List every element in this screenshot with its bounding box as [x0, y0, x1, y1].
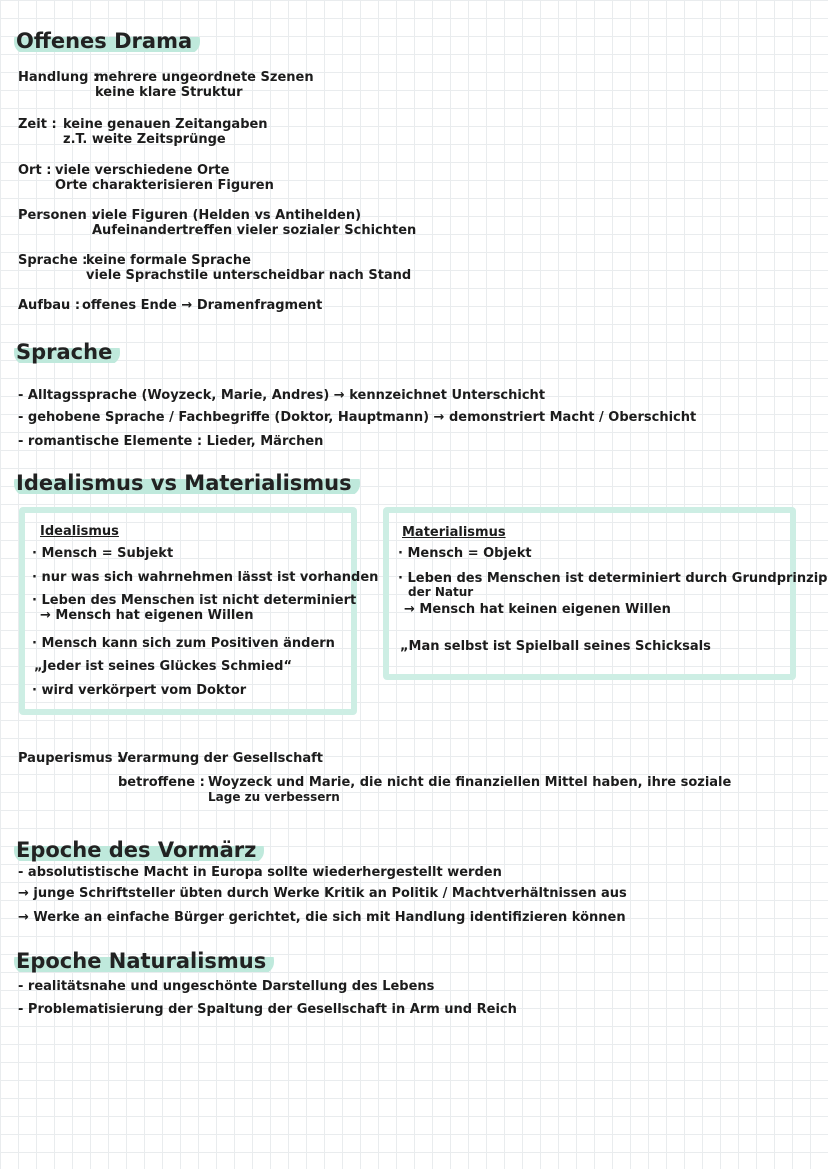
aufbau-line-1: offenes Ende → Dramenfragment: [82, 298, 323, 313]
materialismus-point-2: · Leben des Menschen ist determiniert durch Grundprinzip: [398, 571, 828, 586]
materialismus-point-1: · Mensch = Objekt: [398, 546, 532, 561]
idealismus-point-6: · wird verkörpert vom Doktor: [32, 683, 247, 698]
personen-line-2: Aufeinandertreffen vieler sozialer Schichten: [92, 223, 417, 238]
naturalismus-heading: Epoche Naturalismus: [14, 948, 274, 974]
materialismus-quote: „Man selbst ist Spielball seines Schicksals: [400, 639, 711, 654]
betroffene-label: betroffene :: [118, 775, 205, 790]
zeit-line-2: z.T. weite Zeitsprünge: [63, 132, 226, 147]
handlung-label: Handlung :: [18, 70, 99, 85]
sprache-line-2: viele Sprachstile unterscheidbar nach Stand: [86, 268, 412, 283]
sprache-point-2: - gehobene Sprache / Fachbegriffe (Doktor, Hauptmann) → demonstriert Macht / Oberschicht: [18, 410, 697, 425]
pauperismus-line-1: Verarmung der Gesellschaft: [118, 751, 324, 766]
zeit-label: Zeit :: [18, 117, 57, 132]
pauperismus-label: Pauperismus :: [18, 751, 123, 766]
idealismus-quote: „Jeder ist seines Glückes Schmied“: [34, 659, 292, 674]
aufbau-label: Aufbau :: [18, 298, 81, 313]
sprache-point-1: - Alltagssprache (Woyzeck, Marie, Andres) → kennzeichnet Unterschicht: [18, 388, 546, 403]
pauperismus-line-3: Lage zu verbessern: [208, 790, 340, 804]
idealismus-point-5: · Mensch kann sich zum Positiven ändern: [32, 636, 335, 651]
naturalismus-point-1: - realitätsnahe und ungeschönte Darstellung des Lebens: [18, 979, 435, 994]
materialismus-point-3: → Mensch hat keinen eigenen Willen: [404, 602, 671, 617]
vormaerz-point-3: → Werke an einfache Bürger gerichtet, die sich mit Handlung identifizieren können: [18, 910, 626, 925]
idealismus-point-3: · Leben des Menschen ist nicht determiniert: [32, 593, 357, 608]
materialismus-box-heading: Materialismus: [402, 525, 506, 540]
ort-label: Ort :: [18, 163, 52, 178]
idealismus-point-4: → Mensch hat eigenen Willen: [40, 608, 254, 623]
vormaerz-point-2: → junge Schriftsteller übten durch Werke Kritik an Politik / Machtverhältnissen aus: [18, 886, 627, 901]
handlung-line-2: keine klare Struktur: [95, 85, 243, 100]
sprache-heading: Sprache: [14, 339, 120, 365]
vormaerz-heading: Epoche des Vormärz: [14, 837, 264, 863]
idealismus-point-2: · nur was sich wahrnehmen lässt ist vorhanden: [32, 570, 379, 585]
sprache-label: Sprache :: [18, 253, 88, 268]
idealismus-point-1: · Mensch = Subjekt: [32, 546, 174, 561]
offenes-drama-heading: Offenes Drama: [14, 28, 200, 54]
ort-line-1: viele verschiedene Orte: [55, 163, 230, 178]
materialismus-point-2-cont: der Natur: [408, 585, 474, 599]
ort-line-2: Orte charakterisieren Figuren: [55, 178, 274, 193]
idealismus-box-heading: Idealismus: [40, 524, 119, 539]
sprache-point-3: - romantische Elemente : Lieder, Märchen: [18, 434, 324, 449]
vormaerz-point-1: - absolutistische Macht in Europa sollte wiederhergestellt werden: [18, 865, 502, 880]
naturalismus-point-2: - Problematisierung der Spaltung der Gesellschaft in Arm und Reich: [18, 1002, 517, 1017]
idealismus-heading: Idealismus vs Materialismus: [14, 470, 360, 496]
personen-label: Personen :: [18, 208, 97, 223]
sprache-line-1: keine formale Sprache: [86, 253, 251, 268]
personen-line-1: viele Figuren (Helden vs Antihelden): [92, 208, 362, 223]
pauperismus-line-2: Woyzeck und Marie, die nicht die finanziellen Mittel haben, ihre soziale: [208, 775, 732, 790]
zeit-line-1: keine genauen Zeitangaben: [63, 117, 268, 132]
handlung-line-1: mehrere ungeordnete Szenen: [95, 70, 314, 85]
